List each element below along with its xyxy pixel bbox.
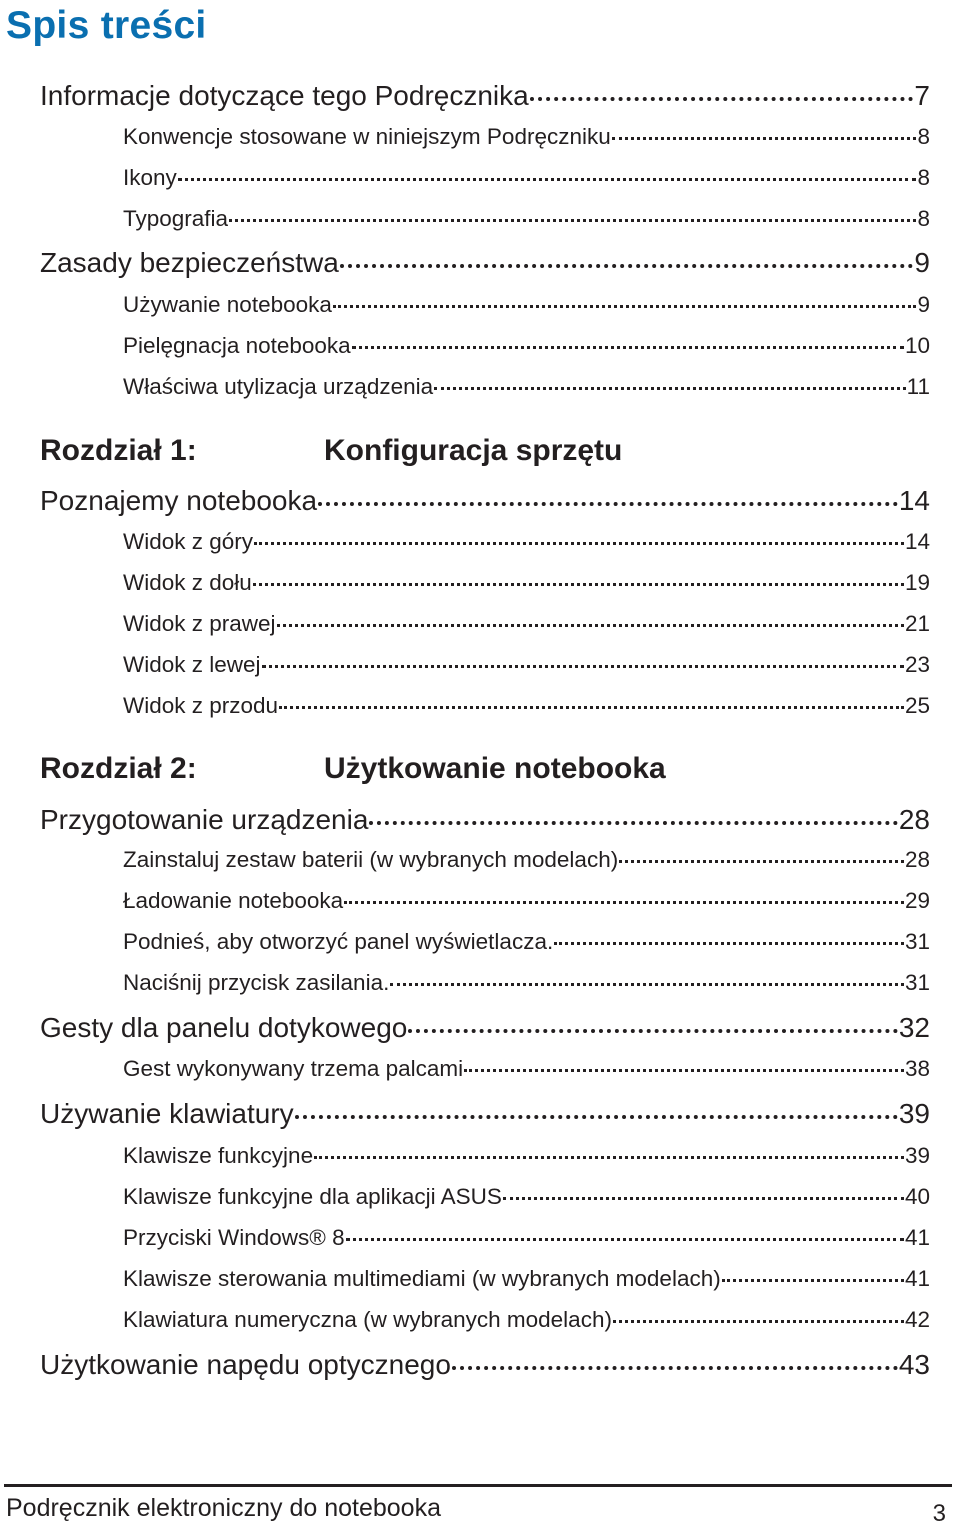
- toc-subsection-entry[interactable]: [123, 929, 930, 955]
- toc-page-number: 39: [898, 1098, 930, 1129]
- toc-subsection-entry[interactable]: [123, 333, 930, 359]
- toc-page-number: 19: [904, 570, 930, 595]
- toc-page-number: 39: [904, 1143, 930, 1168]
- chapter-number: Rozdział 1:: [40, 434, 197, 467]
- toc-subsection-entry[interactable]: [123, 611, 930, 637]
- dot-leader: [408, 1029, 897, 1033]
- toc-entry-title: Naciśnij przycisk zasilania.: [123, 970, 390, 995]
- toc-page-number: 43: [898, 1349, 930, 1380]
- toc-page-number: 31: [904, 929, 930, 954]
- toc-page-number: 8: [917, 124, 930, 149]
- toc-entry-title: Ikony: [123, 165, 177, 190]
- toc-page-number: 41: [904, 1225, 930, 1250]
- dot-leader: [722, 1279, 904, 1282]
- toc-subsection-entry[interactable]: [123, 1266, 930, 1292]
- toc-entry-title: Zasady bezpieczeństwa: [40, 247, 339, 278]
- chapter-number: Rozdział 2:: [40, 752, 197, 785]
- toc-subsection-entry[interactable]: [123, 1225, 930, 1251]
- toc-subsection-entry[interactable]: [123, 570, 930, 596]
- toc-subsection-entry[interactable]: [123, 970, 930, 996]
- toc-entry-title: Klawiatura numeryczna (w wybranych modelach): [123, 1307, 612, 1332]
- dot-leader: [277, 624, 904, 627]
- toc-entry-title: Pielęgnacja notebooka: [123, 333, 351, 358]
- toc-page-number: 31: [904, 970, 930, 995]
- toc-entry-title: Podnieś, aby otworzyć panel wyświetlacza.: [123, 929, 554, 954]
- dot-leader: [229, 219, 916, 222]
- toc-subsection-entry[interactable]: [123, 888, 930, 914]
- toc-page-number: 8: [917, 206, 930, 231]
- toc-entry-title: Właściwa utylizacja urządzenia: [123, 374, 434, 399]
- toc-entry-title: Ładowanie notebooka: [123, 888, 344, 913]
- toc-entry-title: Gesty dla panelu dotykowego: [40, 1012, 408, 1043]
- toc-entry-title: Zainstaluj zestaw baterii (w wybranych modelach): [123, 847, 619, 872]
- toc-page-number: 38: [904, 1056, 930, 1081]
- toc-subsection-entry[interactable]: [123, 124, 930, 150]
- toc-entry-title: Używanie notebooka: [123, 292, 332, 317]
- toc-page-number: 9: [914, 247, 930, 278]
- dot-leader: [530, 97, 914, 101]
- toc-page-number: 14: [904, 529, 930, 554]
- dot-leader: [434, 387, 906, 390]
- toc-entry-title: Gest wykonywany trzema palcami: [123, 1056, 464, 1081]
- toc-page-number: 9: [917, 292, 930, 317]
- toc-section-entry[interactable]: [40, 485, 930, 517]
- dot-leader: [253, 583, 904, 586]
- dot-leader: [369, 821, 897, 825]
- footer-title: Podręcznik elektroniczny do notebooka: [6, 1494, 441, 1522]
- dot-leader: [344, 901, 904, 904]
- toc-page-number: 32: [898, 1012, 930, 1043]
- toc-entry-title: Konwencje stosowane w niniejszym Podręczniku: [123, 124, 611, 149]
- toc-entry-title: Typografia: [123, 206, 229, 231]
- toc-subsection-entry[interactable]: [123, 693, 930, 719]
- toc-page-number: 40: [904, 1184, 930, 1209]
- toc-subsection-entry[interactable]: [123, 1307, 930, 1333]
- dot-leader: [554, 942, 904, 945]
- dot-leader: [279, 706, 904, 709]
- dot-leader: [390, 983, 904, 986]
- dot-leader: [346, 1238, 904, 1241]
- toc-subsection-entry[interactable]: [123, 529, 930, 555]
- toc-page-number: 14: [898, 485, 930, 516]
- dot-leader: [340, 264, 914, 268]
- dot-leader: [503, 1197, 904, 1200]
- toc-section-entry[interactable]: [40, 804, 930, 836]
- toc-entry-title: Klawisze funkcyjne dla aplikacji ASUS: [123, 1184, 502, 1209]
- dot-leader: [464, 1069, 904, 1072]
- toc-entry-title: Przygotowanie urządzenia: [40, 804, 369, 835]
- toc-entry-title: Widok z prawej: [123, 611, 276, 636]
- toc-page-number: 23: [904, 652, 930, 677]
- dot-leader: [612, 137, 917, 140]
- toc-section-entry[interactable]: [40, 80, 930, 112]
- dot-leader: [619, 860, 904, 863]
- dot-leader: [178, 178, 917, 181]
- toc-subsection-entry[interactable]: [123, 165, 930, 191]
- toc-subsection-entry[interactable]: [123, 1184, 930, 1210]
- toc-page-number: 42: [904, 1307, 930, 1332]
- toc-section-entry[interactable]: [40, 247, 930, 279]
- toc-page-number: 25: [904, 693, 930, 718]
- toc-section-entry[interactable]: [40, 1349, 930, 1381]
- toc-page-number: 28: [898, 804, 930, 835]
- toc-section-entry[interactable]: [40, 1012, 930, 1044]
- dot-leader: [314, 1156, 904, 1159]
- toc-page-number: 11: [906, 374, 930, 399]
- toc-subsection-entry[interactable]: [123, 652, 930, 678]
- toc-entry-title: Widok z lewej: [123, 652, 261, 677]
- toc-entry-title: Użytkowanie napędu optycznego: [40, 1349, 451, 1380]
- dot-leader: [295, 1115, 898, 1119]
- dot-leader: [262, 665, 904, 668]
- toc-page-number: 10: [904, 333, 930, 358]
- dot-leader: [352, 346, 904, 349]
- toc-page-number: 7: [914, 80, 930, 111]
- footer-divider: [4, 1484, 952, 1487]
- chapter-title: Konfiguracja sprzętu: [324, 434, 623, 467]
- dot-leader: [613, 1320, 904, 1323]
- dot-leader: [318, 502, 898, 506]
- page-title: Spis treści: [6, 4, 207, 47]
- dot-leader: [452, 1366, 898, 1370]
- toc-page-number: 41: [904, 1266, 930, 1291]
- chapter-title: Użytkowanie notebooka: [324, 752, 666, 785]
- toc-page-number: 29: [904, 888, 930, 913]
- toc-entry-title: Używanie klawiatury: [40, 1098, 294, 1129]
- toc-subsection-entry[interactable]: [123, 206, 930, 232]
- footer-page-number: 3: [932, 1500, 946, 1527]
- toc-entry-title: Klawisze sterowania multimediami (w wybranych modelach): [123, 1266, 721, 1291]
- toc-subsection-entry[interactable]: [123, 292, 930, 318]
- toc-entry-title: Klawisze funkcyjne: [123, 1143, 314, 1168]
- toc-section-entry[interactable]: [40, 1098, 930, 1130]
- toc-subsection-entry[interactable]: [123, 374, 930, 400]
- toc-entry-title: Informacje dotyczące tego Podręcznika: [40, 80, 529, 111]
- toc-page-number: 28: [904, 847, 930, 872]
- toc-entry-title: Widok z góry: [123, 529, 254, 554]
- toc-entry-title: Przyciski Windows® 8: [123, 1225, 345, 1250]
- toc-subsection-entry[interactable]: [123, 1056, 930, 1082]
- toc-page-number: 21: [904, 611, 930, 636]
- toc-subsection-entry[interactable]: [123, 1143, 930, 1169]
- toc-entry-title: Poznajemy notebooka: [40, 485, 318, 516]
- toc-page-number: 8: [917, 165, 930, 190]
- dot-leader: [254, 542, 904, 545]
- toc-entry-title: Widok z dołu: [123, 570, 252, 595]
- toc-subsection-entry[interactable]: [123, 847, 930, 873]
- dot-leader: [333, 305, 917, 308]
- toc-entry-title: Widok z przodu: [123, 693, 279, 718]
